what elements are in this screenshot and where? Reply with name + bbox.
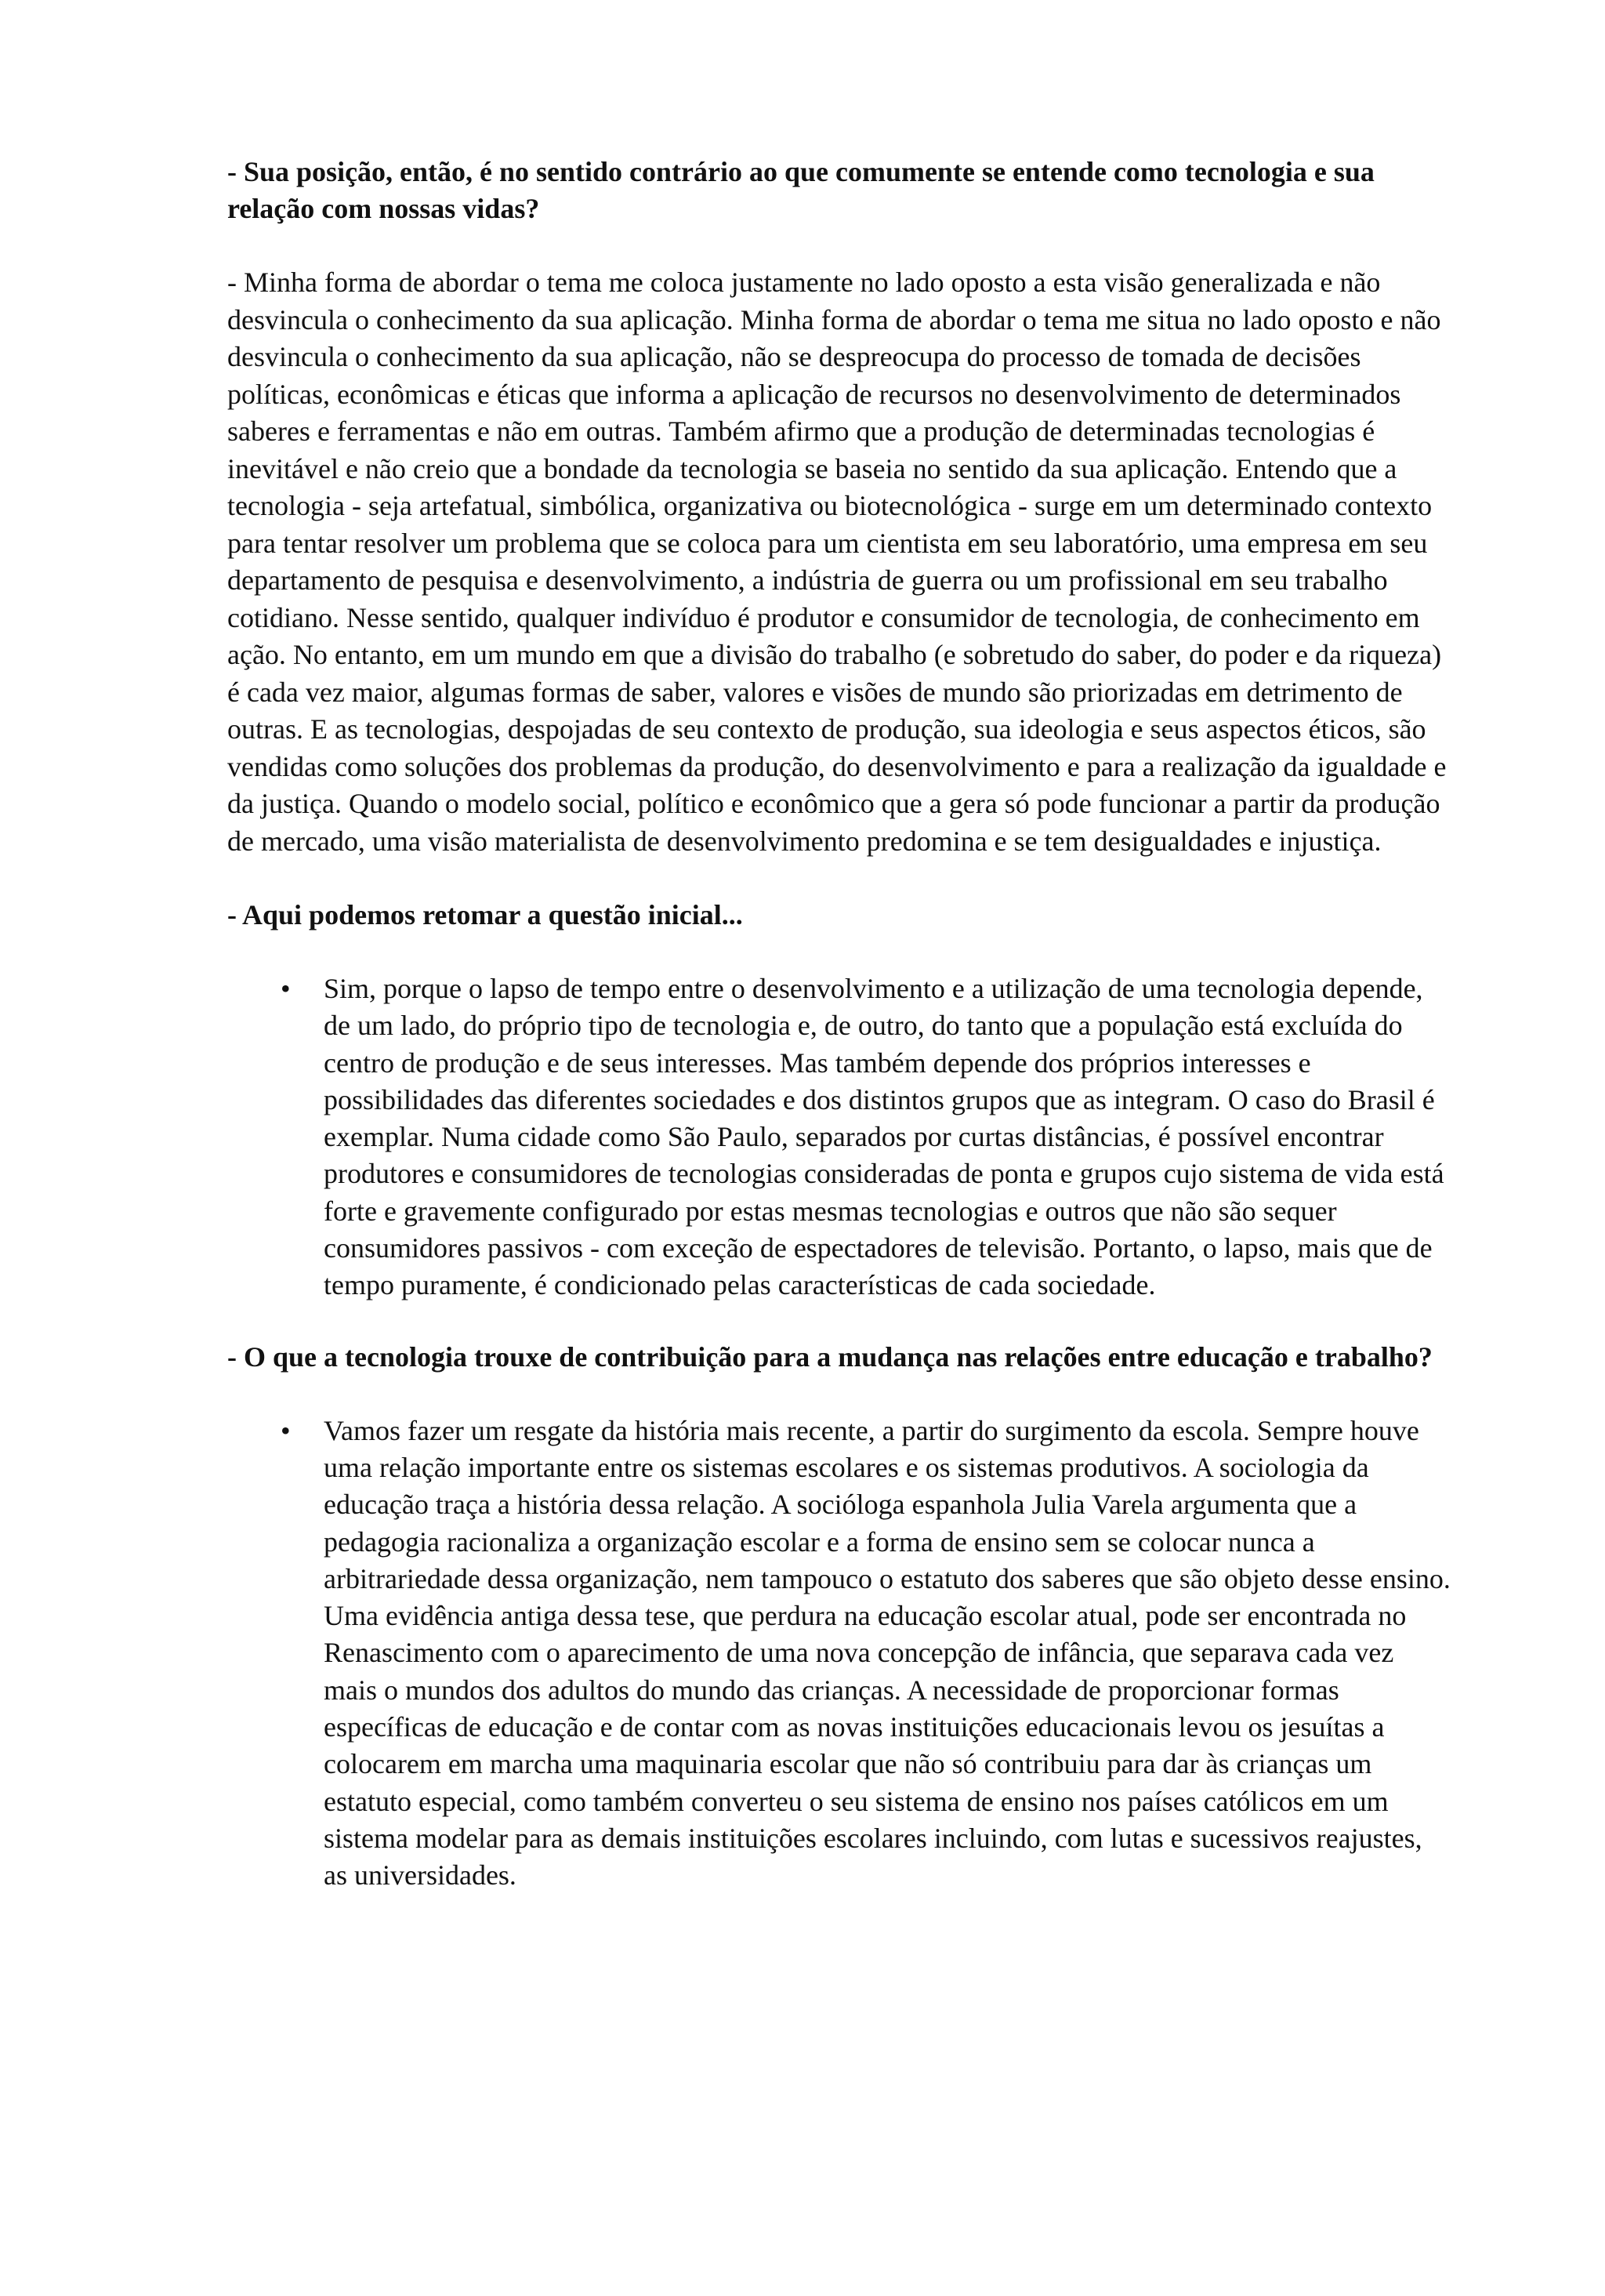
bullet-icon: •: [281, 973, 291, 1004]
question-2: - Aqui podemos retomar a questão inicial...: [227, 899, 743, 930]
question-1: - Sua posição, então, é no sentido contrário ao que comumente se entende como tecnologia e sua relação com nossas vidas?: [227, 156, 1375, 224]
spacer: [227, 1376, 1451, 1413]
page-content: [227, 154, 1451, 1895]
answer-1: - Minha forma de abordar o tema me coloca justamente no lado oposto a esta visão generalizada e não desvincula o conhecimento da sua aplicação. Minha forma de abordar o tema me situa no lado oposto e não desvincula o conhecimento da sua aplicação, não se despreocupa do processo de tomada de decisões políticas, econômicas e éticas que informa a aplicação de recursos no desenvolvimento de determinados saberes e ferramentas e não em outras. Também afirmo que a produção de determinadas tecnologias é inevitável e não creio que a bondade da tecnologia se baseia no sentido da sua aplicação. Entendo que a tecnologia - seja artefatual, simbólica, organizativa ou biotecnológica - surge em um determinado contexto para tentar resolver um problema que se coloca para um cientista em seu laboratório, uma empresa em seu departamento de pesquisa e desenvolvimento, a indústria de guerra ou um profissional em seu trabalho cotidiano. Nesse sentido, qualquer indivíduo é produtor e consumidor de tecnologia, de conhecimento em ação. No entanto, em um mundo em que a divisão do trabalho (e sobretudo do saber, do poder e da riqueza) é cada vez maior, algumas formas de saber, valores e visões de mundo são priorizadas em detrimento de outras. E as tecnologias, despojadas de seu contexto de produção, sua ideologia e seus aspectos éticos, são vendidas como soluções dos problemas da produção, do desenvolvimento e para a realização da igualdade e da justiça. Quando o modelo social, político e econômico que a gera só pode funcionar a partir da produção de mercado, uma visão materialista de desenvolvimento predomina e se tem desigualdades e injustiça.: [227, 267, 1447, 857]
bullet-icon: •: [281, 1414, 291, 1446]
answer-2: Sim, porque o lapso de tempo entre o desenvolvimento e a utilização de uma tecnologia depende, de um lado, do próprio tipo de tecnologia e, de outro, do tanto que a população está excluída do centro de produção e de seus interesses. Mas também depende dos próprios interesses e possibilidades das diferentes sociedades e dos distintos grupos que as integram. O caso do Brasil é exemplar. Numa cidade como São Paulo, separados por curtas distâncias, é possível encontrar produtores e consumidores de tecnologias consideradas de ponta e grupos cujo sistema de vida está forte e gravemente configurado por estas mesmas tecnologias e outros que não são sequer consumidores passivos - com exceção de espectadores de televisão. Portanto, o lapso, mais que de tempo puramente, é condicionado pelas características de cada sociedade.: [324, 973, 1444, 1301]
spacer: [227, 934, 1451, 970]
spacer: [227, 1304, 1451, 1339]
spacer: [227, 860, 1451, 897]
question-3: - O que a tecnologia trouxe de contribuição para a mudança nas relações entre educação e trabalho?: [227, 1340, 1433, 1373]
spacer: [227, 227, 1451, 264]
answer-3: Vamos fazer um resgate da história mais recente, a partir do surgimento da escola. Sempre houve uma relação importante entre os sistemas escolares e os sistemas produtivos. A sociologia da educação traça a história dessa relação. A socióloga espanhola Julia Varela argumenta que a pedagogia racionaliza a organização escolar e a forma de ensino sem se colocar nunca a arbitrariedade dessa organização, nem tampouco o estatuto dos saberes que são objeto desse ensino. Uma evidência antiga dessa tese, que perdura na educação escolar atual, pode ser encontrada no Renascimento com o aparecimento de uma nova concepção de infância, que separava cada vez mais o mundos dos adultos do mundo das crianças. A necessidade de proporcionar formas específicas de educação e de contar com as novas instituições educacionais levou os jesuítas a colocarem em marcha uma maquinaria escolar que não só contribuiu para dar às crianças um estatuto especial, como também converteu o seu sistema de ensino nos países católicos em um sistema modelar para as demais instituições escolares incluindo, com lutas e sucessivos reajustes, as universidades.: [324, 1414, 1451, 1892]
answer-3-list-item: [227, 1413, 1451, 1895]
answer-2-list-item: [227, 970, 1451, 1304]
